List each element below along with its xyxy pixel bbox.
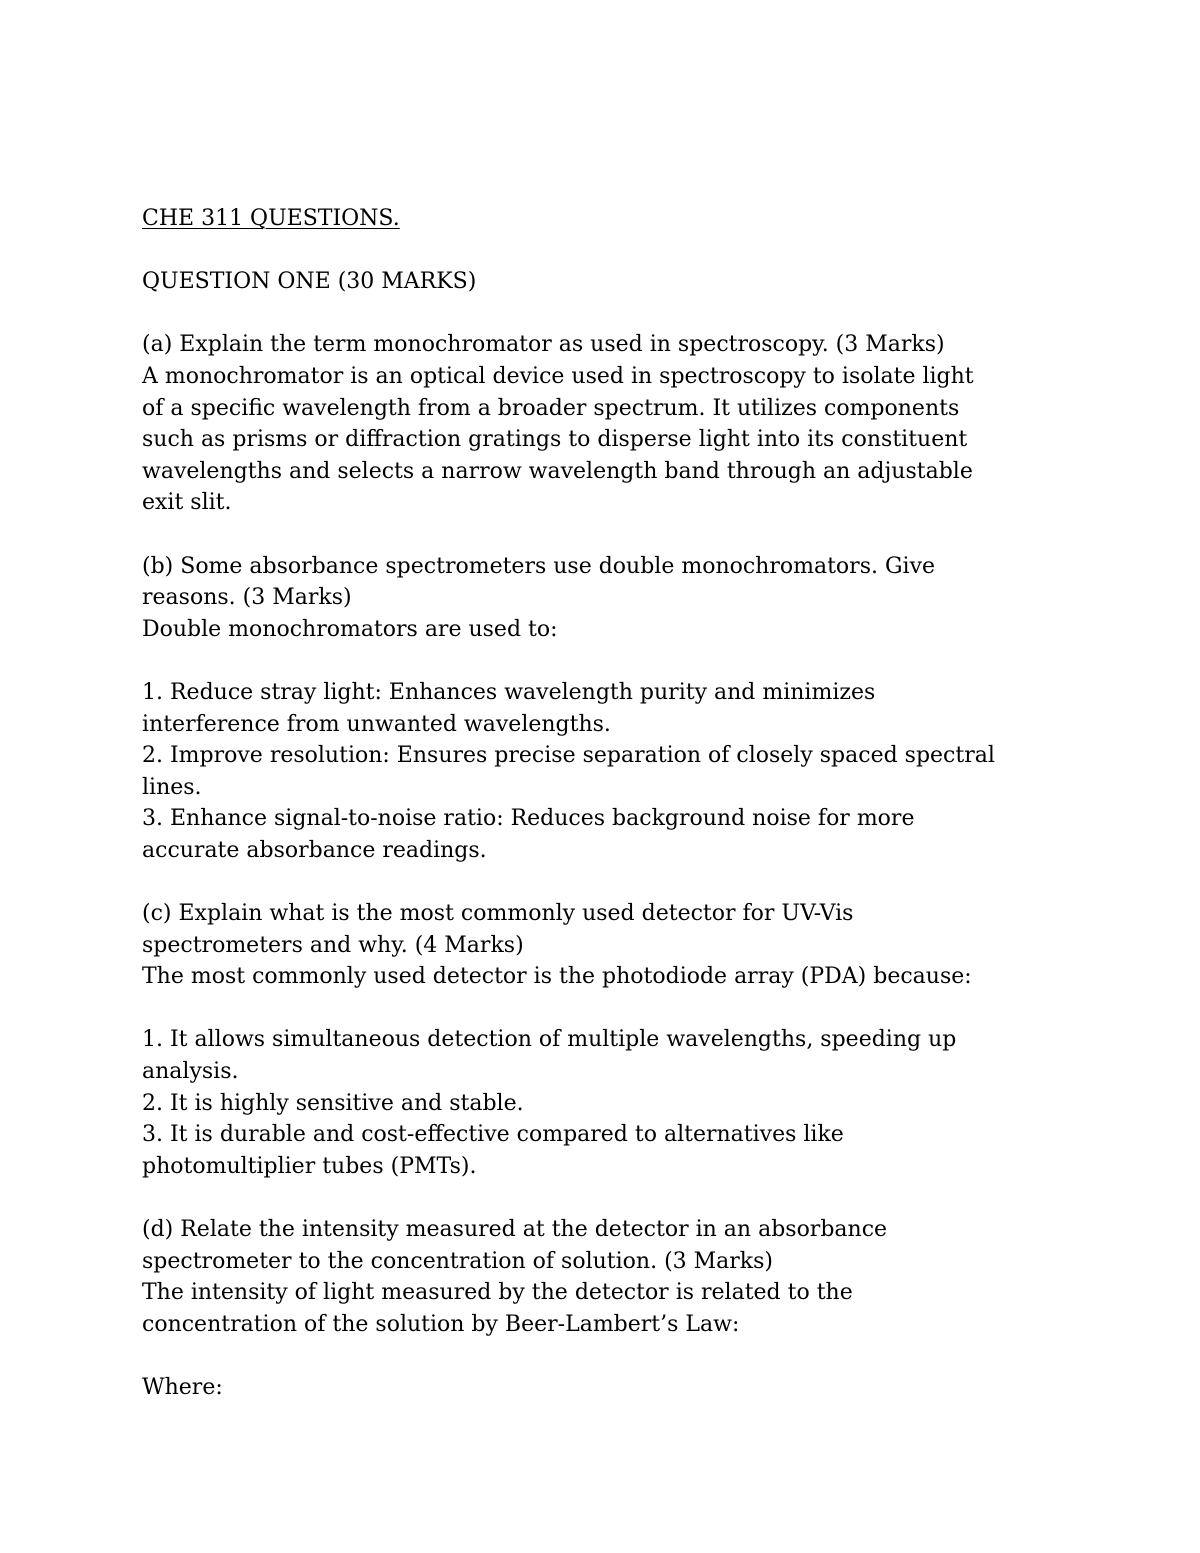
spacer [142,1340,1082,1372]
spacer [142,1182,1082,1214]
part-b-point-line: accurate absorbance readings. [142,837,487,863]
part-d-question-line: spectrometer to the concentration of solution. (3 Marks) [142,1248,774,1274]
part-a-answer-line: of a specific wavelength from a broader spectrum. It utilizes components [142,395,960,421]
part-c-point-line: 1. It allows simultaneous detection of multiple wavelengths, speeding up [142,1027,957,1053]
spacer [142,993,1082,1025]
part-b-point-line: 2. Improve resolution: Ensures precise separation of closely spaced spectral [142,743,995,769]
document-title: CHE 311 QUESTIONS. [142,206,400,231]
part-b-intro: Double monochromators are used to: [142,616,558,642]
part-c-point-line: 3. It is durable and cost-effective compared to alternatives like [142,1122,844,1148]
part-d-answer-line: concentration of the solution by Beer-Lambert’s Law: [142,1311,740,1337]
part-b-point-line: 1. Reduce stray light: Enhances wavelength purity and minimizes [142,679,876,705]
spacer [142,298,1082,330]
document-page [142,203,1082,1404]
part-b-question-line: reasons. (3 Marks) [142,585,352,611]
part-a-answer-line: exit slit. [142,490,232,516]
part-c-question-line: (c) Explain what is the most commonly used detector for UV-Vis [142,901,854,927]
spacer [142,519,1082,551]
part-a-question: (a) Explain the term monochromator as used in spectroscopy. (3 Marks) [142,332,945,358]
part-c-point-line: analysis. [142,1059,239,1085]
part-a-answer-line: such as prisms or diffraction gratings to disperse light into its constituent [142,427,968,453]
part-a-answer-line: wavelengths and selects a narrow wavelength band through an adjustable [142,458,973,484]
spacer [142,866,1082,898]
part-b-point-line: 3. Enhance signal-to-noise ratio: Reduces background noise for more [142,806,915,832]
spacer [142,235,1082,267]
part-b-question-line: (b) Some absorbance spectrometers use double monochromators. Give [142,553,936,579]
part-c-point-line: 2. It is highly sensitive and stable. [142,1090,524,1116]
part-d-question-line: (d) Relate the intensity measured at the detector in an absorbance [142,1217,888,1242]
part-d-where-label: Where: [142,1374,223,1400]
part-a-answer-line: A monochromator is an optical device used in spectroscopy to isolate light [142,363,974,389]
part-c-point-line: photomultiplier tubes (PMTs). [142,1153,477,1179]
spacer [142,645,1082,677]
part-c-question-line: spectrometers and why. (4 Marks) [142,932,524,958]
question-heading: QUESTION ONE (30 MARKS) [142,269,477,295]
part-c-intro: The most commonly used detector is the photodiode array (PDA) because: [142,964,972,990]
part-b-point-line: interference from unwanted wavelengths. [142,711,611,737]
part-d-answer-line: The intensity of light measured by the detector is related to the [142,1280,853,1306]
part-b-point-line: lines. [142,774,202,800]
